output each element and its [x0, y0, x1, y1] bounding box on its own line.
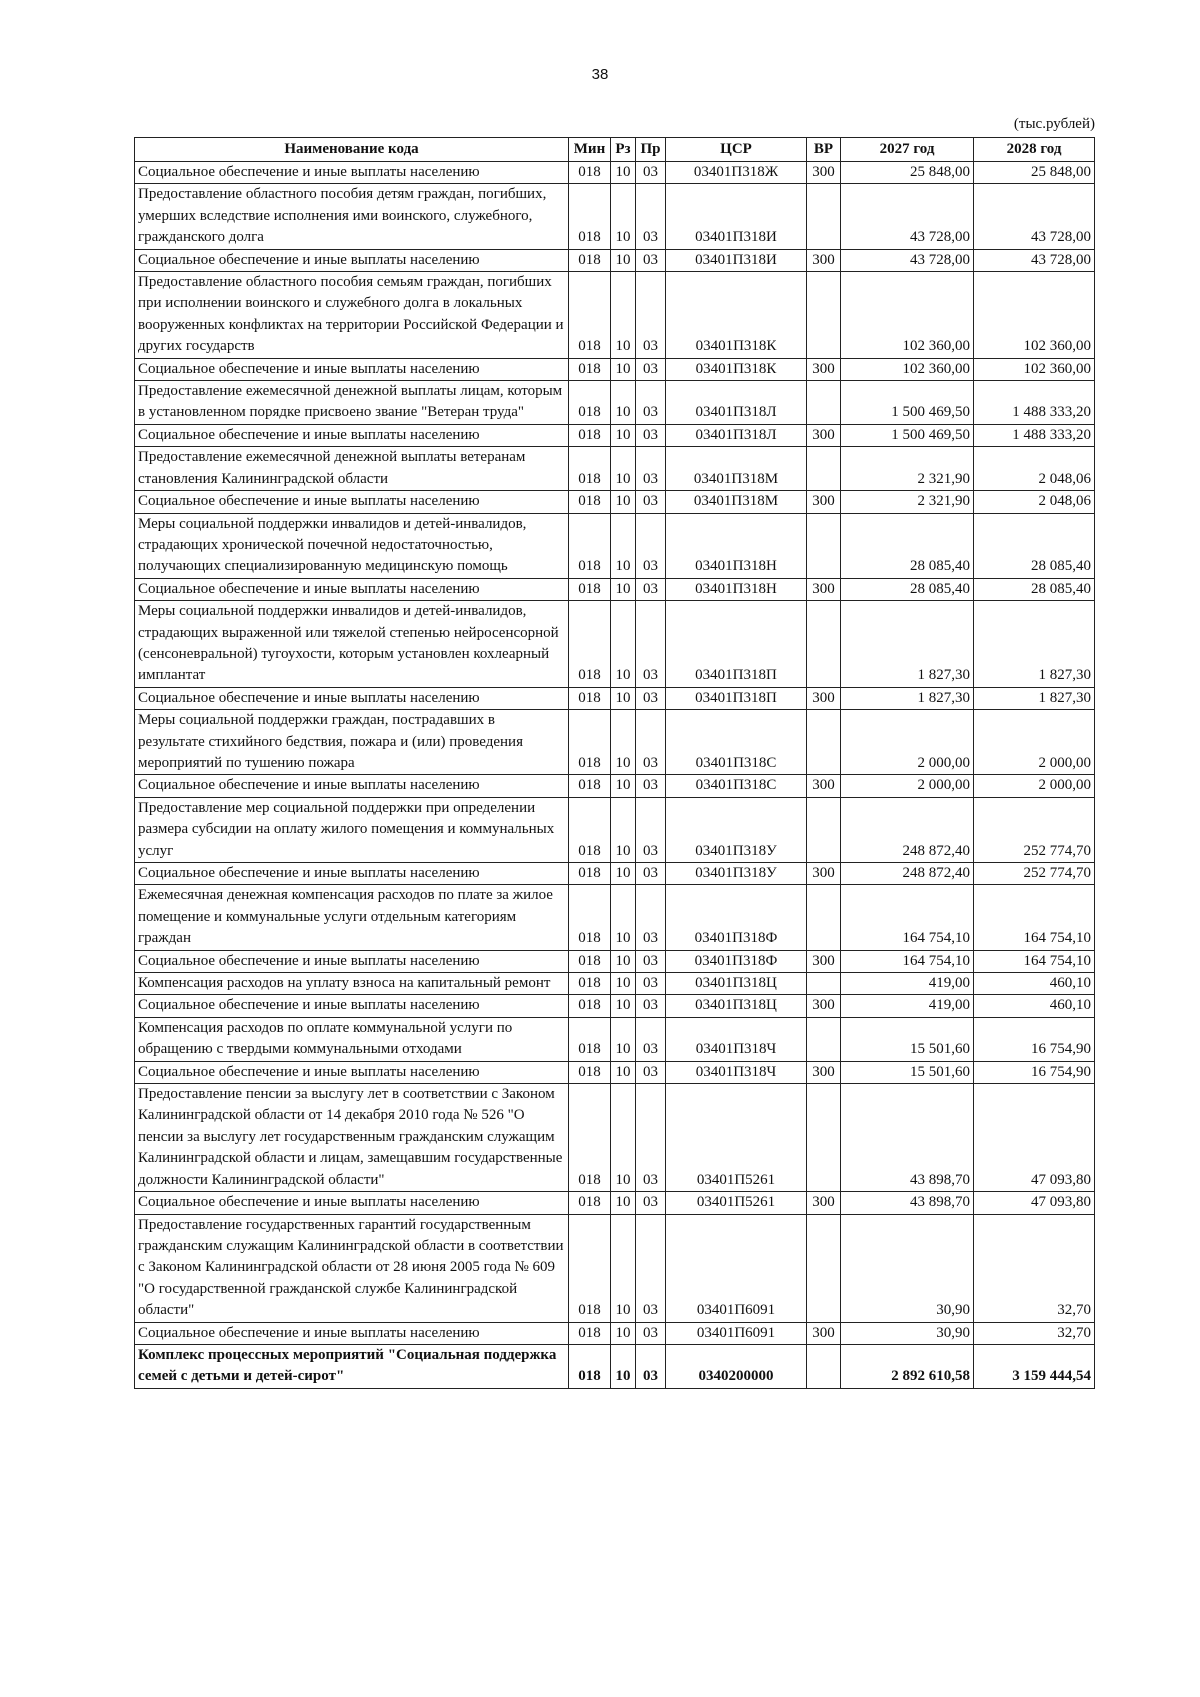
- cell-pr: 03: [636, 1214, 666, 1322]
- cell-csr: 03401П318Ж: [666, 162, 807, 184]
- cell-pr: 03: [636, 710, 666, 775]
- cell-2027: 164 754,10: [841, 885, 974, 950]
- cell-vr: 300: [807, 995, 841, 1017]
- cell-csr: 03401П6091: [666, 1322, 807, 1344]
- cell-vr: [807, 1084, 841, 1192]
- cell-vr: [807, 1214, 841, 1322]
- table-row: [135, 272, 1095, 359]
- cell-min: 018: [569, 578, 611, 600]
- cell-pr: 03: [636, 1017, 666, 1061]
- cell-csr: 03401П318Ч: [666, 1061, 807, 1083]
- cell-2028: 252 774,70: [974, 863, 1095, 885]
- cell-2027: 1 500 469,50: [841, 381, 974, 425]
- cell-csr: 03401П6091: [666, 1214, 807, 1322]
- table-row: [135, 885, 1095, 950]
- column-header-csr: ЦСР: [666, 138, 807, 162]
- cell-min: 018: [569, 513, 611, 578]
- cell-pr: 03: [636, 863, 666, 885]
- table-row: [135, 775, 1095, 797]
- cell-pr: 03: [636, 1061, 666, 1083]
- cell-2027: 2 892 610,58: [841, 1344, 974, 1388]
- table-row: [135, 601, 1095, 688]
- cell-csr: 03401П318К: [666, 358, 807, 380]
- table-row: [135, 950, 1095, 972]
- cell-min: 018: [569, 381, 611, 425]
- page-number: 38: [591, 66, 609, 83]
- cell-min: 018: [569, 184, 611, 249]
- cell-min: 018: [569, 710, 611, 775]
- cell-csr: 03401П318П: [666, 601, 807, 688]
- cell-min: 018: [569, 1061, 611, 1083]
- cell-2028: 16 754,90: [974, 1017, 1095, 1061]
- column-header-pr: Пр: [636, 138, 666, 162]
- cell-pr: 03: [636, 578, 666, 600]
- cell-2028: 460,10: [974, 995, 1095, 1017]
- cell-min: 018: [569, 1084, 611, 1192]
- cell-pr: 03: [636, 1344, 666, 1388]
- cell-min: 018: [569, 1322, 611, 1344]
- cell-csr: 03401П318У: [666, 863, 807, 885]
- cell-2028: 43 728,00: [974, 249, 1095, 271]
- units-note: (тыс.рублей): [1013, 116, 1095, 132]
- cell-rz: 10: [611, 381, 636, 425]
- cell-csr: 03401П318М: [666, 491, 807, 513]
- cell-rz: 10: [611, 687, 636, 709]
- cell-min: 018: [569, 885, 611, 950]
- cell-csr: 03401П318М: [666, 447, 807, 491]
- cell-min: 018: [569, 687, 611, 709]
- cell-2027: 43 898,70: [841, 1192, 974, 1214]
- cell-name: Предоставление государственных гарантий государственным гражданским служащим Калининградской области в соответствии с Законом Калининградской области от 28 июня 2005 года № 609 "О государственной гражданской службе Калининградской области": [135, 1214, 569, 1322]
- cell-rz: 10: [611, 184, 636, 249]
- table-row: [135, 249, 1095, 271]
- cell-csr: 0340200000: [666, 1344, 807, 1388]
- table-row: [135, 447, 1095, 491]
- cell-pr: 03: [636, 950, 666, 972]
- cell-2028: 1 488 333,20: [974, 424, 1095, 446]
- cell-csr: 03401П318Н: [666, 513, 807, 578]
- cell-pr: 03: [636, 1322, 666, 1344]
- table-row: [135, 863, 1095, 885]
- cell-rz: 10: [611, 249, 636, 271]
- cell-csr: 03401П318Ц: [666, 995, 807, 1017]
- cell-pr: 03: [636, 995, 666, 1017]
- cell-name: Социальное обеспечение и иные выплаты населению: [135, 358, 569, 380]
- cell-pr: 03: [636, 381, 666, 425]
- cell-2028: 102 360,00: [974, 272, 1095, 359]
- cell-min: 018: [569, 491, 611, 513]
- cell-min: 018: [569, 601, 611, 688]
- cell-pr: 03: [636, 885, 666, 950]
- cell-2027: 419,00: [841, 995, 974, 1017]
- table-row: [135, 995, 1095, 1017]
- cell-2027: 30,90: [841, 1214, 974, 1322]
- cell-2027: 1 500 469,50: [841, 424, 974, 446]
- cell-2027: 43 898,70: [841, 1084, 974, 1192]
- cell-rz: 10: [611, 995, 636, 1017]
- table-row: [135, 381, 1095, 425]
- cell-rz: 10: [611, 1061, 636, 1083]
- cell-2027: 2 000,00: [841, 710, 974, 775]
- cell-2028: 32,70: [974, 1322, 1095, 1344]
- cell-2028: 43 728,00: [974, 184, 1095, 249]
- cell-vr: 300: [807, 578, 841, 600]
- cell-min: 018: [569, 950, 611, 972]
- cell-vr: 300: [807, 162, 841, 184]
- cell-2027: 1 827,30: [841, 601, 974, 688]
- cell-min: 018: [569, 775, 611, 797]
- cell-2027: 2 321,90: [841, 447, 974, 491]
- cell-pr: 03: [636, 775, 666, 797]
- table-row: [135, 491, 1095, 513]
- cell-min: 018: [569, 973, 611, 995]
- cell-min: 018: [569, 424, 611, 446]
- cell-pr: 03: [636, 1084, 666, 1192]
- cell-min: 018: [569, 249, 611, 271]
- cell-2027: 248 872,40: [841, 863, 974, 885]
- cell-name: Социальное обеспечение и иные выплаты населению: [135, 995, 569, 1017]
- cell-name: Ежемесячная денежная компенсация расходов по плате за жилое помещение и коммунальные услуги отдельным категориям граждан: [135, 885, 569, 950]
- cell-2027: 28 085,40: [841, 513, 974, 578]
- cell-2027: 30,90: [841, 1322, 974, 1344]
- cell-vr: [807, 601, 841, 688]
- table-row: [135, 424, 1095, 446]
- cell-name: Социальное обеспечение и иные выплаты населению: [135, 1061, 569, 1083]
- cell-vr: 300: [807, 863, 841, 885]
- cell-csr: 03401П318С: [666, 775, 807, 797]
- cell-csr: 03401П318Л: [666, 424, 807, 446]
- cell-vr: 300: [807, 687, 841, 709]
- cell-rz: 10: [611, 491, 636, 513]
- cell-rz: 10: [611, 272, 636, 359]
- cell-name: Социальное обеспечение и иные выплаты населению: [135, 863, 569, 885]
- table-row: [135, 973, 1095, 995]
- cell-min: 018: [569, 358, 611, 380]
- cell-csr: 03401П318Ч: [666, 1017, 807, 1061]
- cell-pr: 03: [636, 447, 666, 491]
- cell-rz: 10: [611, 1214, 636, 1322]
- cell-rz: 10: [611, 973, 636, 995]
- cell-min: 018: [569, 162, 611, 184]
- table-row: [135, 1322, 1095, 1344]
- cell-name: Меры социальной поддержки инвалидов и детей-инвалидов, страдающих хронической почечной недостаточностью, получающих специализированную медицинскую помощь: [135, 513, 569, 578]
- table-row: [135, 1061, 1095, 1083]
- column-header-vr: ВР: [807, 138, 841, 162]
- table-row: [135, 710, 1095, 775]
- cell-rz: 10: [611, 447, 636, 491]
- cell-rz: 10: [611, 1017, 636, 1061]
- cell-min: 018: [569, 797, 611, 862]
- cell-rz: 10: [611, 863, 636, 885]
- cell-name: Социальное обеспечение и иные выплаты населению: [135, 249, 569, 271]
- cell-2028: 460,10: [974, 973, 1095, 995]
- cell-name: Социальное обеспечение и иные выплаты населению: [135, 1322, 569, 1344]
- table-row: [135, 513, 1095, 578]
- cell-2027: 164 754,10: [841, 950, 974, 972]
- cell-2028: 2 048,06: [974, 447, 1095, 491]
- cell-min: 018: [569, 863, 611, 885]
- cell-name: Предоставление ежемесячной денежной выплаты лицам, которым в установленном порядке присвоено звание "Ветеран труда": [135, 381, 569, 425]
- cell-rz: 10: [611, 775, 636, 797]
- cell-2027: 43 728,00: [841, 184, 974, 249]
- cell-name: Компенсация расходов на уплату взноса на капитальный ремонт: [135, 973, 569, 995]
- cell-2027: 1 827,30: [841, 687, 974, 709]
- cell-2028: 16 754,90: [974, 1061, 1095, 1083]
- table-row: [135, 797, 1095, 862]
- cell-2028: 2 048,06: [974, 491, 1095, 513]
- table-row: [135, 578, 1095, 600]
- cell-csr: 03401П318Ц: [666, 973, 807, 995]
- cell-pr: 03: [636, 687, 666, 709]
- cell-vr: 300: [807, 358, 841, 380]
- budget-table: [134, 137, 1095, 1389]
- cell-2028: 1 488 333,20: [974, 381, 1095, 425]
- cell-csr: 03401П318Ф: [666, 950, 807, 972]
- cell-2028: 1 827,30: [974, 687, 1095, 709]
- cell-rz: 10: [611, 424, 636, 446]
- cell-2028: 164 754,10: [974, 950, 1095, 972]
- cell-vr: 300: [807, 249, 841, 271]
- cell-2028: 28 085,40: [974, 513, 1095, 578]
- cell-vr: 300: [807, 950, 841, 972]
- cell-vr: [807, 272, 841, 359]
- table-row: [135, 1084, 1095, 1192]
- cell-rz: 10: [611, 1344, 636, 1388]
- column-header-rz: Рз: [611, 138, 636, 162]
- cell-rz: 10: [611, 578, 636, 600]
- cell-vr: [807, 1344, 841, 1388]
- cell-2028: 164 754,10: [974, 885, 1095, 950]
- table-row: [135, 1192, 1095, 1214]
- cell-name: Социальное обеспечение и иные выплаты населению: [135, 687, 569, 709]
- column-header-name: Наименование кода: [135, 138, 569, 162]
- cell-vr: 300: [807, 491, 841, 513]
- cell-csr: 03401П318Н: [666, 578, 807, 600]
- cell-pr: 03: [636, 491, 666, 513]
- cell-2027: 15 501,60: [841, 1061, 974, 1083]
- table-row: [135, 162, 1095, 184]
- cell-name: Предоставление областного пособия детям граждан, погибших, умерших вследствие исполнения ими воинского, служебного, гражданского долга: [135, 184, 569, 249]
- cell-csr: 03401П318У: [666, 797, 807, 862]
- cell-min: 018: [569, 995, 611, 1017]
- cell-name: Предоставление пенсии за выслугу лет в соответствии с Законом Калининградской области от 14 декабря 2010 года № 526 "О пенсии за выслугу лет государственным гражданским служащим Калининградской области и лицам, замещавшим государственные должности Калининградской области": [135, 1084, 569, 1192]
- cell-name: Социальное обеспечение и иные выплаты населению: [135, 424, 569, 446]
- cell-rz: 10: [611, 885, 636, 950]
- cell-rz: 10: [611, 162, 636, 184]
- cell-vr: [807, 184, 841, 249]
- cell-pr: 03: [636, 358, 666, 380]
- cell-pr: 03: [636, 424, 666, 446]
- cell-vr: [807, 1017, 841, 1061]
- cell-csr: 03401П5261: [666, 1084, 807, 1192]
- cell-2027: 2 000,00: [841, 775, 974, 797]
- cell-min: 018: [569, 272, 611, 359]
- cell-vr: [807, 797, 841, 862]
- cell-rz: 10: [611, 513, 636, 578]
- cell-name: Социальное обеспечение и иные выплаты населению: [135, 162, 569, 184]
- cell-name: Предоставление ежемесячной денежной выплаты ветеранам становления Калининградской области: [135, 447, 569, 491]
- table-row: [135, 1017, 1095, 1061]
- cell-2028: 3 159 444,54: [974, 1344, 1095, 1388]
- cell-name: Социальное обеспечение и иные выплаты населению: [135, 775, 569, 797]
- cell-name: Социальное обеспечение и иные выплаты населению: [135, 578, 569, 600]
- cell-name: Комплекс процессных мероприятий "Социальная поддержка семей с детьми и детей-сирот": [135, 1344, 569, 1388]
- cell-2027: 2 321,90: [841, 491, 974, 513]
- cell-min: 018: [569, 447, 611, 491]
- cell-min: 018: [569, 1344, 611, 1388]
- cell-2027: 25 848,00: [841, 162, 974, 184]
- cell-min: 018: [569, 1017, 611, 1061]
- table-row: [135, 687, 1095, 709]
- cell-rz: 10: [611, 950, 636, 972]
- cell-2028: 2 000,00: [974, 775, 1095, 797]
- cell-vr: [807, 710, 841, 775]
- cell-name: Компенсация расходов по оплате коммунальной услуги по обращению с твердыми коммунальными отходами: [135, 1017, 569, 1061]
- cell-2027: 419,00: [841, 973, 974, 995]
- cell-2028: 47 093,80: [974, 1192, 1095, 1214]
- cell-2028: 32,70: [974, 1214, 1095, 1322]
- table-row: [135, 1214, 1095, 1322]
- cell-2028: 102 360,00: [974, 358, 1095, 380]
- cell-2027: 28 085,40: [841, 578, 974, 600]
- table-row: [135, 1344, 1095, 1388]
- table-row: [135, 184, 1095, 249]
- cell-csr: 03401П5261: [666, 1192, 807, 1214]
- cell-name: Социальное обеспечение и иные выплаты населению: [135, 1192, 569, 1214]
- cell-name: Социальное обеспечение и иные выплаты населению: [135, 950, 569, 972]
- cell-2027: 102 360,00: [841, 272, 974, 359]
- cell-csr: 03401П318И: [666, 249, 807, 271]
- cell-2028: 47 093,80: [974, 1084, 1095, 1192]
- cell-name: Меры социальной поддержки граждан, пострадавших в результате стихийного бедствия, пожара и (или) проведения мероприятий по тушению пожара: [135, 710, 569, 775]
- cell-pr: 03: [636, 162, 666, 184]
- cell-2028: 1 827,30: [974, 601, 1095, 688]
- table-row: [135, 358, 1095, 380]
- cell-2027: 43 728,00: [841, 249, 974, 271]
- cell-min: 018: [569, 1192, 611, 1214]
- cell-vr: 300: [807, 1322, 841, 1344]
- cell-rz: 10: [611, 797, 636, 862]
- cell-pr: 03: [636, 601, 666, 688]
- cell-rz: 10: [611, 601, 636, 688]
- cell-csr: 03401П318С: [666, 710, 807, 775]
- cell-pr: 03: [636, 184, 666, 249]
- cell-name: Социальное обеспечение и иные выплаты населению: [135, 491, 569, 513]
- cell-vr: [807, 513, 841, 578]
- cell-csr: 03401П318И: [666, 184, 807, 249]
- cell-vr: [807, 973, 841, 995]
- cell-pr: 03: [636, 973, 666, 995]
- cell-name: Предоставление областного пособия семьям граждан, погибших при исполнении воинского и служебного долга в локальных вооруженных конфликтах на территории Российской Федерации и других государств: [135, 272, 569, 359]
- cell-pr: 03: [636, 513, 666, 578]
- cell-vr: [807, 885, 841, 950]
- cell-2028: 28 085,40: [974, 578, 1095, 600]
- cell-pr: 03: [636, 272, 666, 359]
- cell-rz: 10: [611, 710, 636, 775]
- cell-2027: 15 501,60: [841, 1017, 974, 1061]
- cell-csr: 03401П318Ф: [666, 885, 807, 950]
- cell-csr: 03401П318Л: [666, 381, 807, 425]
- cell-csr: 03401П318К: [666, 272, 807, 359]
- cell-vr: [807, 381, 841, 425]
- cell-vr: [807, 447, 841, 491]
- cell-2028: 252 774,70: [974, 797, 1095, 862]
- cell-pr: 03: [636, 249, 666, 271]
- cell-2028: 2 000,00: [974, 710, 1095, 775]
- cell-pr: 03: [636, 797, 666, 862]
- cell-rz: 10: [611, 1192, 636, 1214]
- cell-rz: 10: [611, 358, 636, 380]
- cell-csr: 03401П318П: [666, 687, 807, 709]
- cell-rz: 10: [611, 1322, 636, 1344]
- column-header-2028: 2028 год: [974, 138, 1095, 162]
- column-header-min: Мин: [569, 138, 611, 162]
- cell-vr: 300: [807, 1192, 841, 1214]
- cell-vr: 300: [807, 775, 841, 797]
- cell-2027: 248 872,40: [841, 797, 974, 862]
- table-header-row: [135, 138, 1095, 162]
- cell-min: 018: [569, 1214, 611, 1322]
- cell-name: Меры социальной поддержки инвалидов и детей-инвалидов, страдающих выраженной или тяжелой степенью нейросенсорной (сенсоневральной) тугоухости, которым установлен кохлеарный имплантат: [135, 601, 569, 688]
- cell-vr: 300: [807, 424, 841, 446]
- table-body: [135, 162, 1095, 1389]
- cell-rz: 10: [611, 1084, 636, 1192]
- cell-vr: 300: [807, 1061, 841, 1083]
- cell-pr: 03: [636, 1192, 666, 1214]
- cell-2028: 25 848,00: [974, 162, 1095, 184]
- cell-2027: 102 360,00: [841, 358, 974, 380]
- column-header-2027: 2027 год: [841, 138, 974, 162]
- cell-name: Предоставление мер социальной поддержки при определении размера субсидии на оплату жилого помещения и коммунальных услуг: [135, 797, 569, 862]
